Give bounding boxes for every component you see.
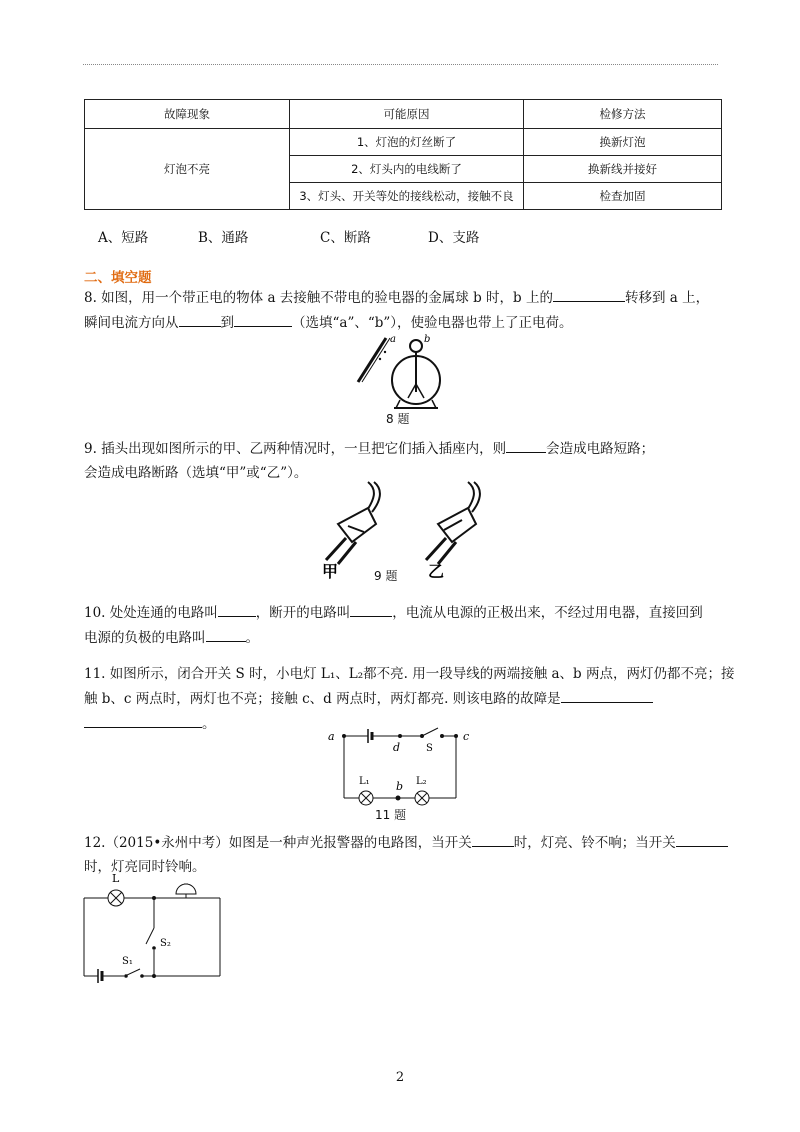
section-title: 二、填空题	[84, 270, 152, 286]
question-8	[84, 285, 724, 335]
label-l2: L₂	[416, 776, 427, 787]
q10-text: ，断开的电路叫	[255, 605, 351, 621]
q8-text: （选填“a”、“b”），使验电器也带上了正电荷。	[292, 315, 573, 331]
q10-text: 。	[245, 630, 259, 646]
table-header: 可能原因	[290, 100, 524, 129]
page-number: 2	[395, 1070, 405, 1085]
answer-blank	[218, 600, 256, 617]
table-cell-cause: 2、灯头内的电线断了	[290, 156, 524, 183]
choice-b: B、通路	[198, 230, 249, 246]
q11-text: 触 b、c 两点时，两灯也不亮；接触 c、d 两点时，两灯都亮. 则该电路的故障是	[84, 691, 561, 707]
label-s2: S₂	[160, 938, 171, 949]
answer-blank	[506, 436, 546, 453]
q8-text: 转移到 a 上，	[624, 290, 710, 306]
q9-text: 9. 插头出现如图所示的甲、乙两种情况时，一旦把它们插入插座内，则	[84, 441, 507, 457]
label-l1: L₁	[359, 776, 370, 787]
answer-choices	[0, 226, 800, 246]
table-cell-phenomenon: 灯泡不亮	[85, 129, 290, 210]
answer-blank	[350, 600, 392, 617]
answer-blank	[234, 310, 292, 327]
q10-text: 电源的负极的电路叫	[84, 630, 206, 646]
figure-caption: 8 题	[386, 412, 410, 426]
table-header: 故障现象	[85, 100, 290, 129]
question-9	[84, 436, 724, 485]
label-a: a	[328, 730, 335, 743]
label-s: S	[426, 743, 433, 754]
q8-text: 瞬间电流方向从	[84, 315, 179, 331]
q10-text: 10. 处处连通的电路叫	[84, 605, 218, 621]
answer-blank	[676, 830, 728, 847]
label-a: a	[390, 334, 396, 345]
q9-text: 会造成电路断路（选填“甲”或“乙”）。	[84, 465, 308, 481]
table-cell-cause: 1、灯泡的灯丝断了	[290, 129, 524, 156]
q8-text: 到	[220, 315, 234, 331]
q12-text: 时，灯亮、铃不响；当开关	[513, 835, 676, 851]
choice-a: A、短路	[98, 230, 149, 246]
plug-figure	[318, 480, 488, 585]
answer-blank	[84, 711, 202, 728]
answer-blank	[179, 310, 221, 327]
answer-blank	[561, 686, 653, 703]
label-jia: 甲	[322, 562, 339, 581]
choice-c: C、断路	[320, 230, 371, 246]
q8-text: 8. 如图，用一个带正电的物体 a 去接触不带电的验电器的金属球 b 时，b 上的	[84, 290, 553, 306]
answer-blank	[206, 625, 246, 642]
table-header: 检修方法	[524, 100, 722, 129]
table-cell-fix: 换新灯泡	[524, 129, 722, 156]
q12-text: 时，灯亮同时铃响。	[84, 859, 206, 875]
figure-caption: 9 题	[374, 569, 398, 583]
table-header-row	[85, 100, 722, 129]
figure-caption: 11 题	[375, 808, 407, 822]
electroscope-figure	[350, 332, 450, 412]
label-b: b	[424, 334, 431, 345]
label-yi: 乙	[428, 562, 445, 581]
q11-text: 11. 如图所示，闭合开关 S 时，小电灯 L₁、L₂都不亮. 用一段导线的两端接触 a、b 两点，两灯仍都不亮；接	[84, 666, 735, 682]
table-cell-fix: 换新线并接好	[524, 156, 722, 183]
choice-d: D、支路	[428, 230, 480, 246]
q10-text: ，电流从电源的正极出来，不经过用电器，直接回到	[392, 605, 703, 621]
answer-blank	[472, 830, 514, 847]
header-rule	[83, 64, 718, 65]
answer-blank	[553, 285, 625, 302]
label-s1: S₁	[122, 956, 133, 967]
label-l: L	[112, 872, 120, 885]
table-cell-fix: 检查加固	[524, 183, 722, 210]
label-c: c	[463, 730, 470, 743]
label-d: d	[393, 741, 401, 754]
circuit-11-figure	[326, 724, 486, 810]
label-b: b	[396, 780, 404, 793]
q9-text: 会造成电路短路；	[546, 441, 655, 457]
q12-text: 12.（2015•永州中考）如图是一种声光报警器的电路图，当开关	[84, 835, 472, 851]
table-cell-cause: 3、灯头、开关等处的接线松动，接触不良	[290, 183, 524, 210]
circuit-12-figure	[80, 872, 230, 984]
question-10	[84, 600, 724, 650]
q11-text: 。	[202, 716, 216, 732]
table-row	[85, 129, 722, 156]
fault-table	[84, 99, 722, 210]
